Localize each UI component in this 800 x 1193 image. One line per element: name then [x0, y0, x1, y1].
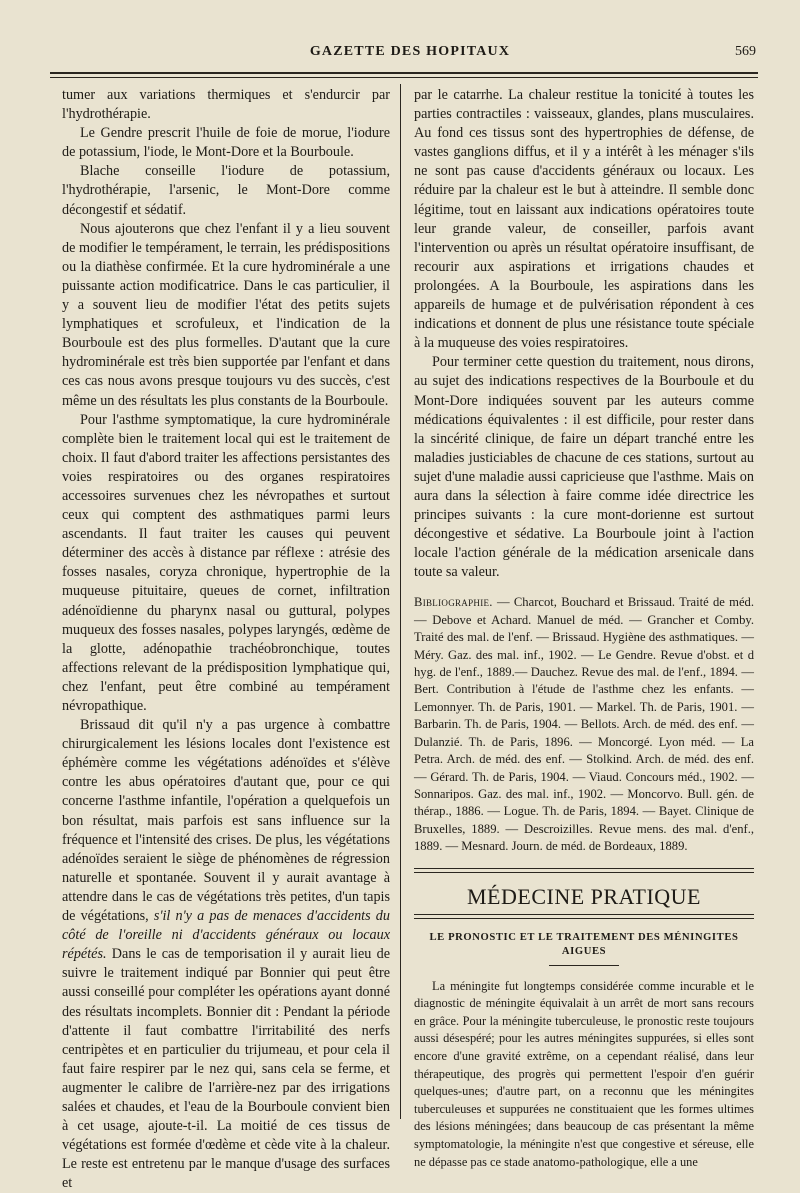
column-divider-lower	[400, 714, 401, 1119]
article-title: LE PRONOSTIC ET LE TRAITEMENT DES MÉNINGITES AIGUES	[429, 931, 739, 957]
bibliography	[414, 594, 754, 855]
paragraph-text: Dans le cas de temporisation il y aurait lieu de suivre le traitement indiqué par Bonnier qui peut être aussi conseillé pour compléter les opérations ayant donné des résultats incomplets. Bonnier dit : Pendant la période d'attente il faut combattre l'irritabilité des nerfs centripètes et en particulier du trijumeau, et pour cela il faut faire respirer par le nez qui, sans cela se ferme, et augmenter le calibre de l'arrière-nez par des irrigations salées et chaudes, et l'eau de la Bourboule convient bien à cet usage, ajoute-t-il. La moitié de ces tissus de végétations est formée d'œdème et cède vite à la chaleur. Le reste est entretenu par le manque d'usage des surfaces et	[62, 946, 390, 1192]
italic-text: s'il n'y a pas de menaces d'accidents du côté de l'oreille ni d'accidents généraux ou locaux répétés.	[62, 908, 390, 963]
section-title: MÉDECINE PRATIQUE	[467, 883, 701, 909]
header-rule-top	[50, 72, 758, 74]
journal-title: GAZETTE DES HOPITAUX	[309, 44, 511, 59]
paragraph: Pour terminer cette question du traitement, nous dirons, au sujet des indications respectives de la Bourboule et du Mont-Dore indiquées souvent par les auteurs comme médications équivalentes : il est difficile, pour rester dans la sincérité clinique, de faire un départ tranché entre les maladies justiciables de chacune de ces stations, surtout au sujet d'une maladie aussi capricieuse que l'asthme. Mais on aura dans la sélection à faire comme idée directrice les principes suivants : la cure mont-dorienne est surtout décongestive et sédative. La Bourboule joint à l'action locale l'action générale de la médication arsenicale dans toute sa valeur.	[414, 354, 754, 581]
section-rule	[414, 914, 754, 915]
column-divider	[400, 84, 401, 714]
paragraph: par le catarrhe. La chaleur restitue la tonicité à toutes les parties contractiles : vaisseaux, glandes, plans musculaires. Au fond ces tissus sont des hypertrophies de défense, de vastes ganglions diffus, et il y a intérêt à les ménager s'ils ne sont pas cause d'accidents généraux ou locaux. Les réduire par la chaleur est le but à atteindre. Il semble donc légitime, tout en laissant aux indications opératoires toute leur grande valeur, de conseiller, parfois avant l'intervention ou après un résultat opératoire insuffisant, de recourir aux aspirations et irrigations chaudes et prolongées. A la Bourboule, les aspirations dans les appareils de humage et de pulvérisation répondent à ces indications et donnent de plus une résistance toute spéciale à la muqueuse des voies respiratoires.	[414, 87, 754, 352]
title-rule	[549, 965, 619, 966]
right-column	[414, 86, 754, 1171]
section-rule	[414, 918, 754, 919]
section-rule	[414, 872, 754, 873]
bibliography-label: Bibliographie.	[414, 595, 493, 610]
paragraph: Pour l'asthme symptomatique, la cure hydrominérale complète bien le traitement local qui est le traitement de choix. Il faut d'abord traiter les affections persistantes des voies respiratoires ou des organes respiratoires accessoires survenues chez les névropathes et surtout ceux qui comptent des asthmatiques parmi leurs ascendants. Il faut traiter les causes qui peuvent déterminer des accès à distance par réflexe : atrésie des fosses nasales, coryza chronique, hypertrophie de la muqueuse pituitaire, queues de cornet, infiltration adénoïdienne du pharynx nasal ou guttural, polypes muqueux des fosses nasales, polypes laryngés, œdème de la glotte, adénopathie trachéobronchique, toutes affections relevant de la prédisposition lymphatique qui, chez l'enfant, peut être combiné au tempérament névropathique.	[62, 411, 390, 714]
paragraph: tumer aux variations thermiques et s'endurcir par l'hydrothérapie.	[62, 87, 390, 123]
left-column	[62, 86, 390, 1193]
bibliography-text: — Charcot, Bouchard et Brissaud. Traité de méd. — Debove et Achard. Manuel de méd. — Grancher et Comby. Traité des mal. de l'enf. — Brissaud. Hygiène des asthmatiques. — Méry. Gaz. des mal. inf., 1902. — Le Gendre. Revue d'obst. et d hyg. de l'enf., 1889.— Dauchez. Revue des mal. de l'enf., 1894. — Bert. Contribution à l'étude de l'asthme chez les enfants. — Lemonnyer. Th. de Paris, 1901. — Markel. Th. de Paris, 1901. — Barbarin. Th. de Paris, 1904. — Bellots. Arch. de méd. des enf. — Dulanzié. Th. de Paris, 1896. — Moncorgé. Lyon méd. — La Petra. Arch. de méd. des enf. — Stolkind. Arch. de méd. des enf. — Gérard. Th. de Paris, 1904. — Viaud. Concours méd., 1902. — Sonnaripos. Gaz. des mal. inf., 1902. — Moncorvo. Bull. gén. de thérap., 1886. — Logue. Th. de Paris, 1894. — Bayet. Clinique de Bruxelles, 1889. — Descroizilles. Revue mens. des mal. d'enf., 1889. — Mesnard. Journ. de méd. de Bordeaux, 1889.	[414, 595, 754, 854]
paragraph: Le Gendre prescrit l'huile de foie de morue, l'iodure de potassium, l'iode, le Mont-Dore et la Bourboule.	[62, 125, 390, 161]
paragraph-text: Brissaud dit qu'il n'y a pas urgence à combattre chirurgicalement les lésions locales dont l'existence est éphémère comme les végétations adénoïdes et s'élève contre les abus opératoires d'autant que, pour ce qui concerne l'asthme infantile, l'opération a quelquefois un bon résultat, mais parfois est sans influence sur la fréquence et l'intensité des crises. De plus, les végétations adénoïdes seraient le siège de phénomènes de régression naturelle et spontanée. Souvent il y aurait avantage à attendre dans le cas de végétations très petites, d'un tapis de végétations,	[62, 717, 390, 925]
running-header	[0, 44, 800, 66]
paragraph: Blache conseille l'iodure de potassium, l'hydrothérapie, l'arsenic, le Mont-Dore comme décongestif et sédatif.	[62, 163, 390, 218]
paragraph: Nous ajouterons que chez l'enfant il y a lieu souvent de modifier le tempérament, le terrain, les prédispositions ou la diathèse confirmée. Et la cure hydrominérale a une puissante action modificatrice. Dans le cas particulier, il y a souvent lieu de modifier l'état des petits sujets lymphatiques et scrofuleux, et l'indication de la Bourboule est des plus formelles. D'autant que la cure hydrominérale est très bien supportée par l'enfant et dans ces cas nous avons presque toujours vu des succès, c'est même un des résultats les plus constants de la Bourboule.	[62, 220, 390, 409]
header-rule-bottom	[50, 77, 758, 78]
article-paragraph: La méningite fut longtemps considérée comme incurable et le diagnostic de méningite équivalait à un arrêt de mort sans recours en grâce. Pour la méningite tuberculeuse, le pronostic reste toujours aussi désespéré; pour les autres méningites suppurées, si elles sont encore d'une gravité extrême, on a cependant réalisé, dans leur thérapeutique, des progrès qui permettent l'espoir d'en guérir quelques-unes; d'autre part, on a reconnu que les méningites tuberculeuses et suppurées ne constituaient que les formes ultimes des lésions méningées; dans beaucoup de cas présentant la même symptomatologie, la méningite n'est que congestive et séreuse, elle ne dépasse pas ce stade anatomo-pathologique, elle a une	[414, 978, 754, 1169]
section-rule	[414, 868, 754, 869]
paragraph	[62, 716, 390, 1193]
page-number: 569	[735, 44, 756, 59]
